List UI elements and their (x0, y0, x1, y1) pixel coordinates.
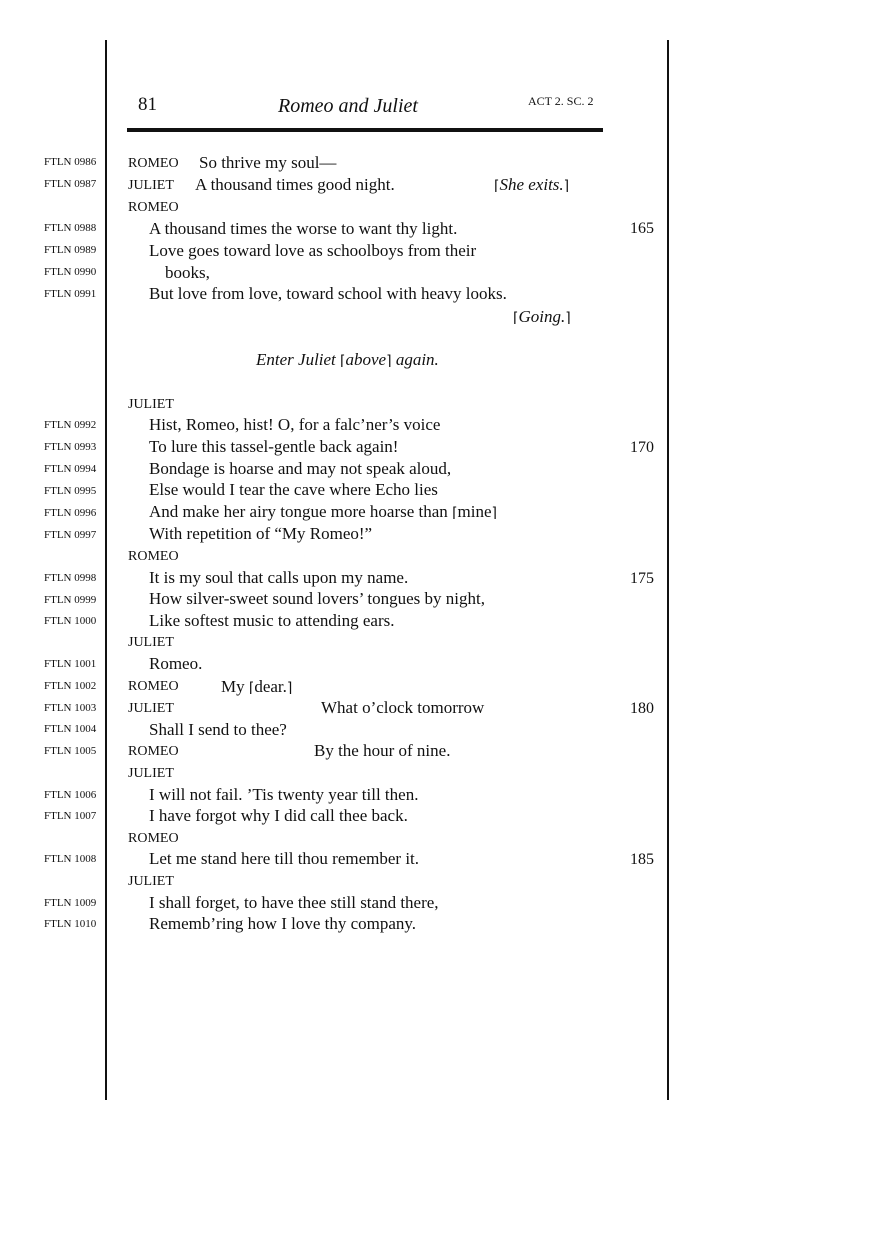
ftln-label: FTLN 0990 (44, 266, 97, 278)
bracket-close: ⌉ (286, 680, 293, 696)
bracket-open: ⌈ (513, 310, 519, 326)
dialogue-line: Bondage is hoarse and may not speak aloud, (149, 459, 452, 478)
dialogue-line: By the hour of nine. (314, 741, 451, 760)
dialogue-line: So thrive my soul— (199, 153, 337, 172)
stage-direction-enter (256, 350, 439, 370)
dialogue-text: And make her airy tongue more hoarse than (149, 502, 453, 521)
ftln-label: FTLN 0996 (44, 507, 97, 519)
ftln-label: FTLN 0987 (44, 178, 97, 190)
dialogue-line: Like softest music to attending ears. (149, 611, 395, 630)
ftln-label: FTLN 0988 (44, 222, 97, 234)
speaker-juliet: JULIET (128, 397, 174, 412)
stage-direction-text: above (345, 350, 387, 369)
speaker-juliet: JULIET (128, 701, 174, 716)
dialogue-line: A thousand times the worse to want thy light. (149, 219, 458, 238)
stage-direction-going (513, 307, 571, 327)
ftln-label: FTLN 0995 (44, 485, 97, 497)
line-number: 170 (630, 439, 654, 456)
ftln-label: FTLN 1010 (44, 918, 97, 930)
page-number: 81 (138, 94, 157, 115)
dialogue-line: Shall I send to thee? (149, 720, 287, 739)
ftln-label: FTLN 0989 (44, 244, 97, 256)
stage-direction-text: Going. (518, 307, 566, 326)
bracket-close: ⌉ (386, 353, 392, 369)
line-number: 185 (630, 851, 654, 868)
dialogue-line: books, (165, 263, 210, 282)
bracket-open: ⌈ (248, 680, 255, 696)
dialogue-line: I have forgot why I did call thee back. (149, 806, 408, 825)
dialogue-line: To lure this tassel-gentle back again! (149, 437, 399, 456)
dialogue-line: But love from love, toward school with heavy looks. (149, 284, 507, 303)
dialogue-text: mine (457, 502, 492, 521)
ftln-label: FTLN 1006 (44, 789, 97, 801)
stage-direction-text: again. (391, 350, 439, 369)
dialogue-line: Love goes toward love as schoolboys from their (149, 241, 477, 260)
dialogue-line: With repetition of “My Romeo!” (149, 524, 373, 543)
dialogue-line: Let me stand here till thou remember it. (149, 849, 420, 868)
ftln-label: FTLN 0991 (44, 288, 97, 300)
speaker-romeo: ROMEO (128, 549, 179, 564)
ftln-label: FTLN 0999 (44, 594, 97, 606)
running-title: Romeo and Juliet (278, 95, 418, 117)
dialogue-line: I shall forget, to have thee still stand there, (149, 893, 439, 912)
dialogue-line (221, 677, 292, 697)
speaker-romeo: ROMEO (128, 679, 179, 694)
dialogue-text: My (221, 677, 249, 696)
right-margin-line (667, 40, 669, 1100)
ftln-label: FTLN 0992 (44, 419, 97, 431)
dialogue-text: dear. (254, 677, 287, 696)
ftln-label: FTLN 1002 (44, 680, 97, 692)
line-number: 175 (630, 570, 654, 587)
ftln-label: FTLN 1007 (44, 810, 97, 822)
dialogue-line: How silver-sweet sound lovers’ tongues by night, (149, 589, 485, 608)
ftln-label: FTLN 1004 (44, 723, 97, 735)
line-number: 165 (630, 220, 654, 237)
dialogue-line: It is my soul that calls upon my name. (149, 568, 409, 587)
line-number: 180 (630, 700, 654, 717)
stage-direction-exits (494, 175, 569, 195)
speaker-juliet: JULIET (128, 178, 174, 193)
header-rule (127, 128, 603, 132)
ftln-label: FTLN 1001 (44, 658, 97, 670)
ftln-label: FTLN 1005 (44, 745, 97, 757)
bracket-open: ⌈ (494, 178, 500, 194)
ftln-label: FTLN 0998 (44, 572, 97, 584)
stage-direction-text: Enter Juliet (256, 350, 341, 369)
bracket-close: ⌉ (491, 505, 497, 521)
speaker-romeo: ROMEO (128, 831, 179, 846)
stage-direction-text: She exits. (499, 175, 564, 194)
speaker-juliet: JULIET (128, 874, 174, 889)
ftln-label: FTLN 1009 (44, 897, 97, 909)
bracket-close: ⌉ (565, 310, 571, 326)
ftln-label: FTLN 0994 (44, 463, 97, 475)
speaker-romeo: ROMEO (128, 744, 179, 759)
dialogue-line: Romeo. (149, 654, 203, 673)
bracket-close: ⌉ (563, 178, 570, 194)
speaker-romeo: ROMEO (128, 156, 179, 171)
ftln-label: FTLN 1000 (44, 615, 97, 627)
dialogue-line: A thousand times good night. (195, 175, 395, 194)
dialogue-line: I will not fail. ’Tis twenty year till then. (149, 785, 419, 804)
ftln-label: FTLN 0997 (44, 529, 97, 541)
dialogue-line (149, 502, 497, 522)
bracket-open: ⌈ (340, 353, 346, 369)
ftln-label: FTLN 0986 (44, 156, 97, 168)
ftln-label: FTLN 1008 (44, 853, 97, 865)
dialogue-line: Else would I tear the cave where Echo lies (149, 480, 438, 499)
act-scene-label: ACT 2. SC. 2 (528, 94, 594, 108)
speaker-romeo: ROMEO (128, 200, 179, 215)
dialogue-line: What o’clock tomorrow (321, 698, 485, 717)
ftln-label: FTLN 1003 (44, 702, 97, 714)
speaker-juliet: JULIET (128, 766, 174, 781)
speaker-juliet: JULIET (128, 635, 174, 650)
dialogue-line: Hist, Romeo, hist! O, for a falc’ner’s voice (149, 415, 441, 434)
ftln-label: FTLN 0993 (44, 441, 97, 453)
left-margin-line (105, 40, 107, 1100)
dialogue-line: Rememb’ring how I love thy company. (149, 914, 417, 933)
bracket-open: ⌈ (452, 505, 458, 521)
